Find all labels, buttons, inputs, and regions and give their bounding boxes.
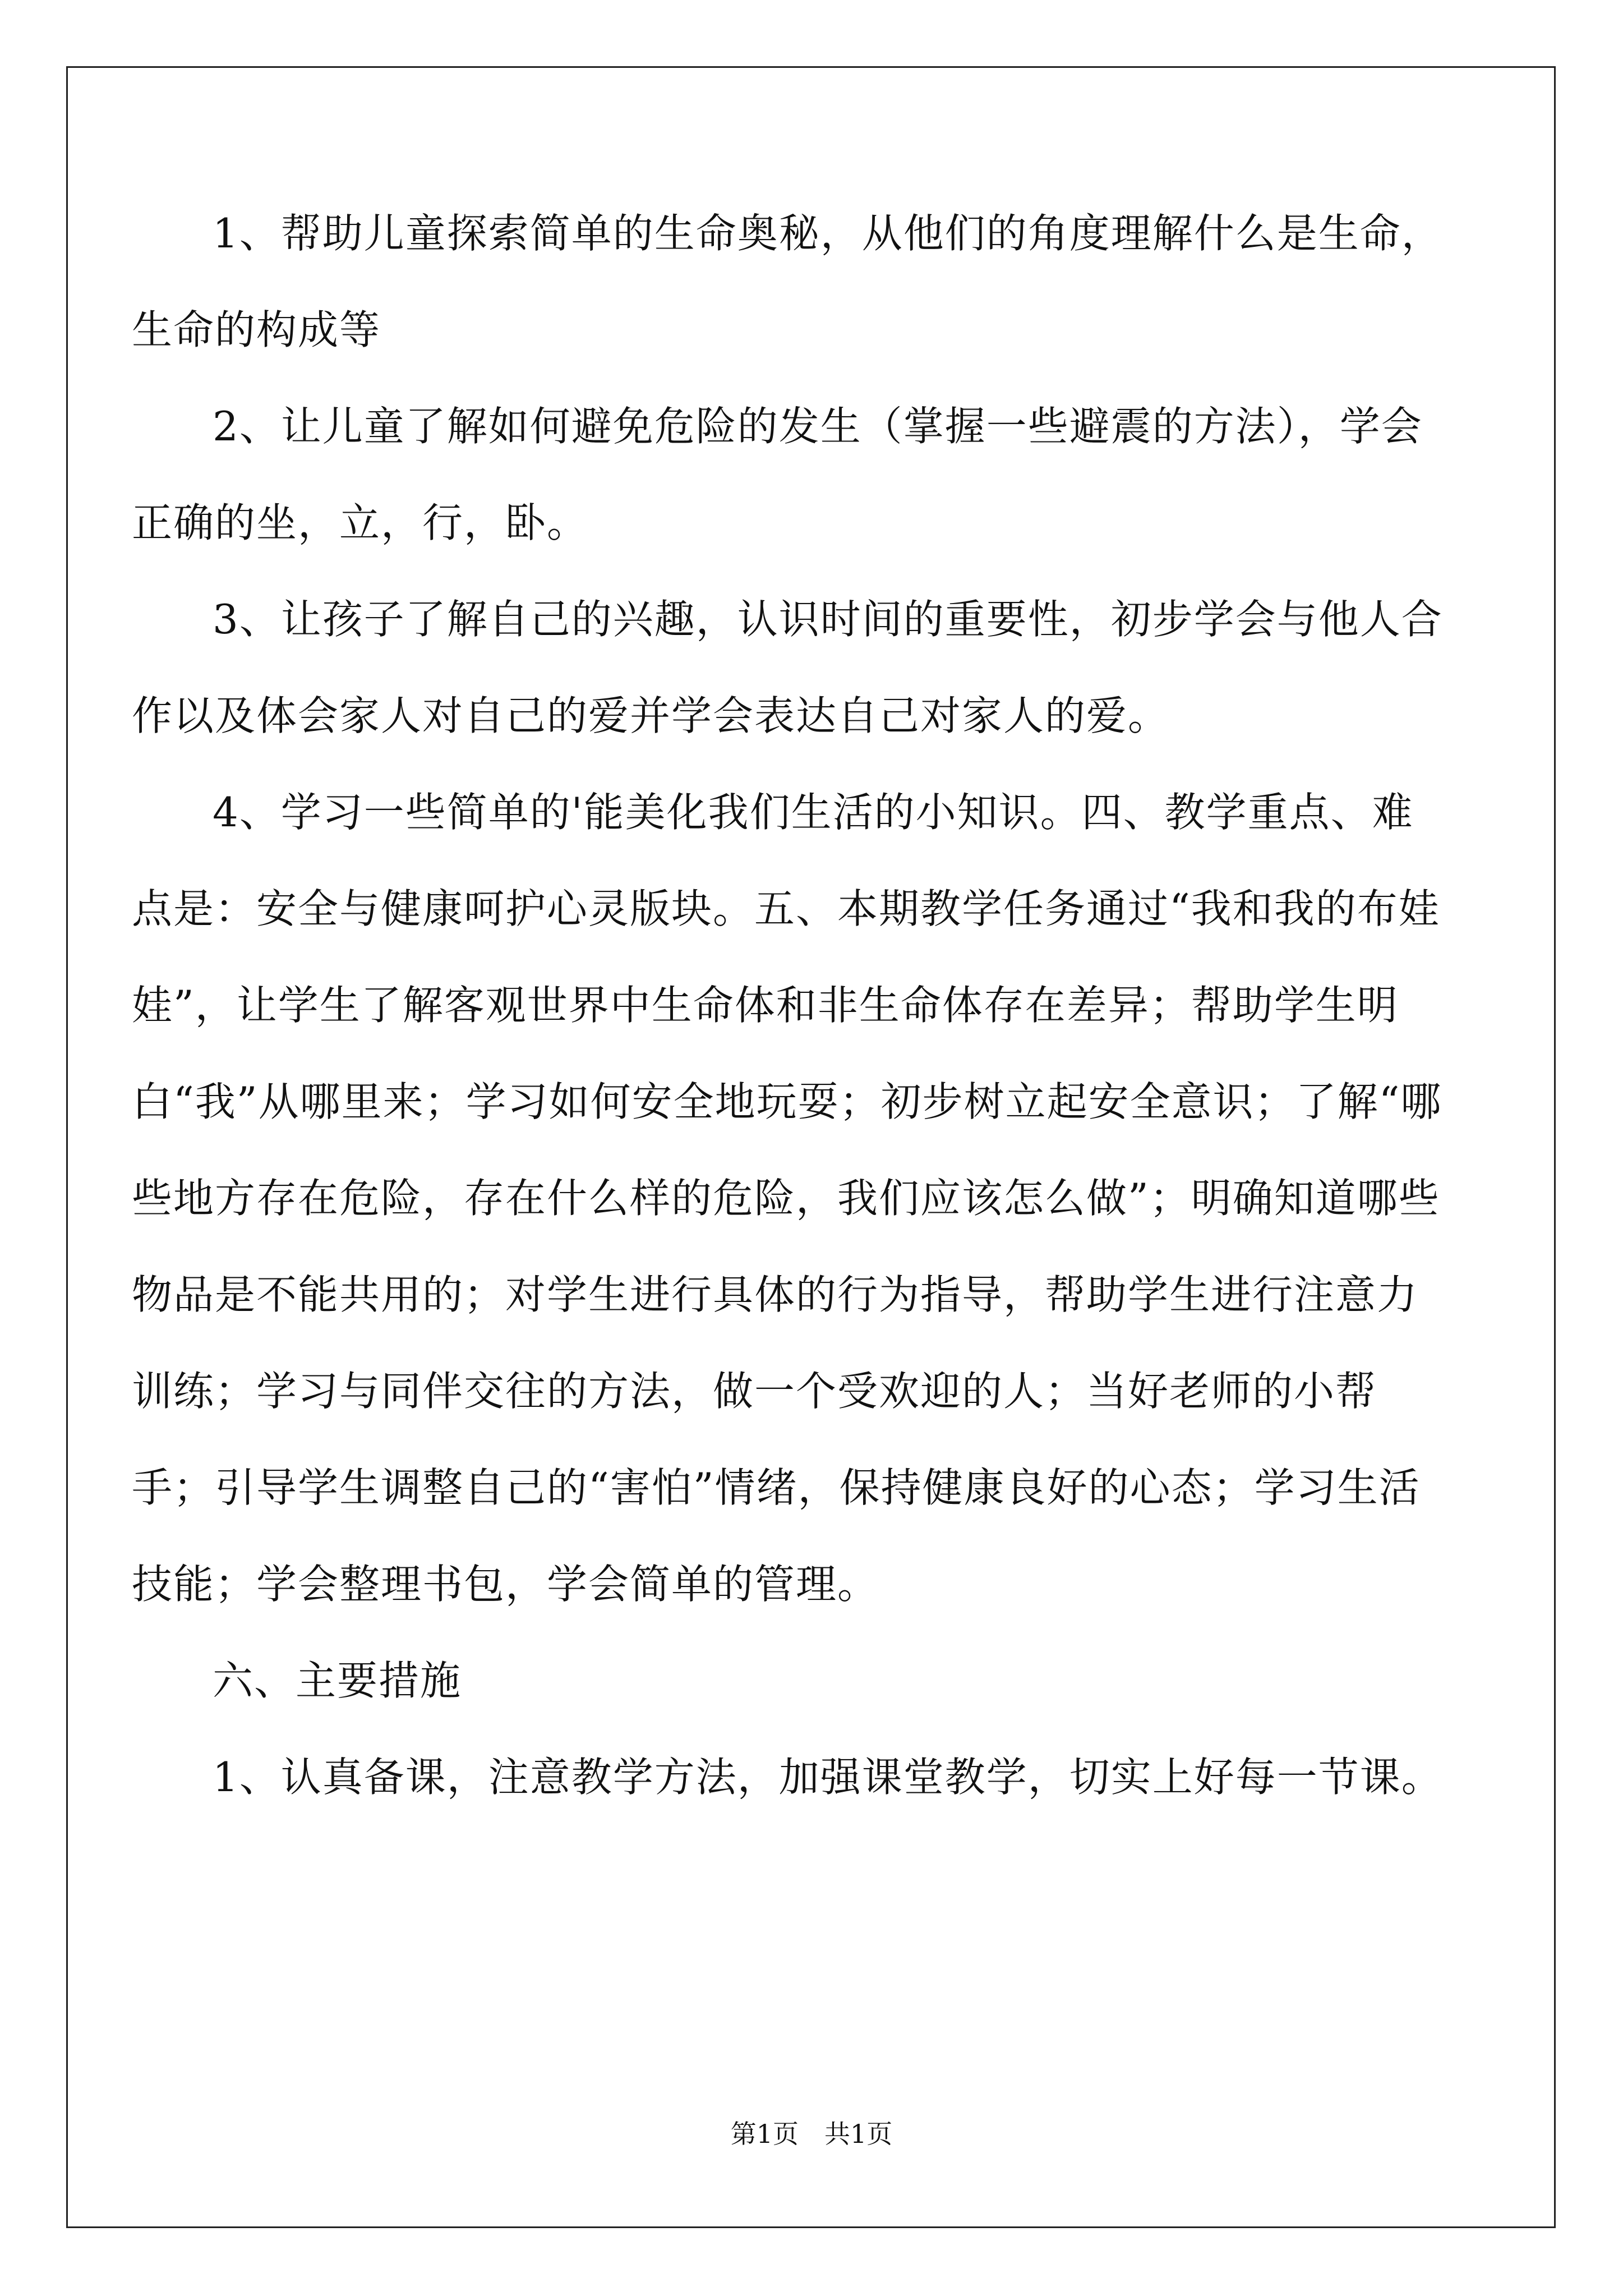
paragraph-goal-4: 4、学习一些简单的'能美化我们生活的小知识。四、教学重点、难点是：安全与健康呵护心灵版块。五、本期教学任务通过“我和我的布娃娃”，让学生了解客观世界中生命体和非生命体存在差异；帮助学生明白“我”从哪里来；学习如何安全地玩耍；初步树立起安全意识；了解“哪些地方存在危险，存在什么样的危险，我们应该怎么做”；明确知道哪些物品是不能共用的；对学生进行具体的行为指导，帮助学生进行注意力训练；学习与同伴交往的方法，做一个受欢迎的人；当好老师的小帮手；引导学生调整自己的“害怕”情绪，保持健康良好的心态；学习生活技能；学会整理书包，学会简单的管理。 bbox=[132, 789, 1442, 1608]
paragraph-measure-1: 1、认真备课，注意教学方法，加强课堂教学，切实上好每一节课。 bbox=[213, 1754, 1443, 1801]
paragraph-goal-3: 3、让孩子了解自己的兴趣，认识时间的重要性，初步学会与他人合作以及体会家人对自己的爱并学会表达自己对家人的爱。 bbox=[132, 596, 1443, 739]
page-footer: 第1页 共1页 bbox=[730, 2119, 893, 2149]
section-heading-measures: 六、主要措施 bbox=[213, 1657, 462, 1704]
document-body bbox=[132, 185, 1444, 1825]
paragraph-goal-1: 1、帮助儿童探索简单的生命奥秘，从他们的角度理解什么是生命，生命的构成等 bbox=[132, 210, 1443, 353]
paragraph-goal-2: 2、让儿童了解如何避免危险的发生（掌握一些避震的方法），学会正确的坐，立，行，卧。 bbox=[132, 403, 1423, 546]
